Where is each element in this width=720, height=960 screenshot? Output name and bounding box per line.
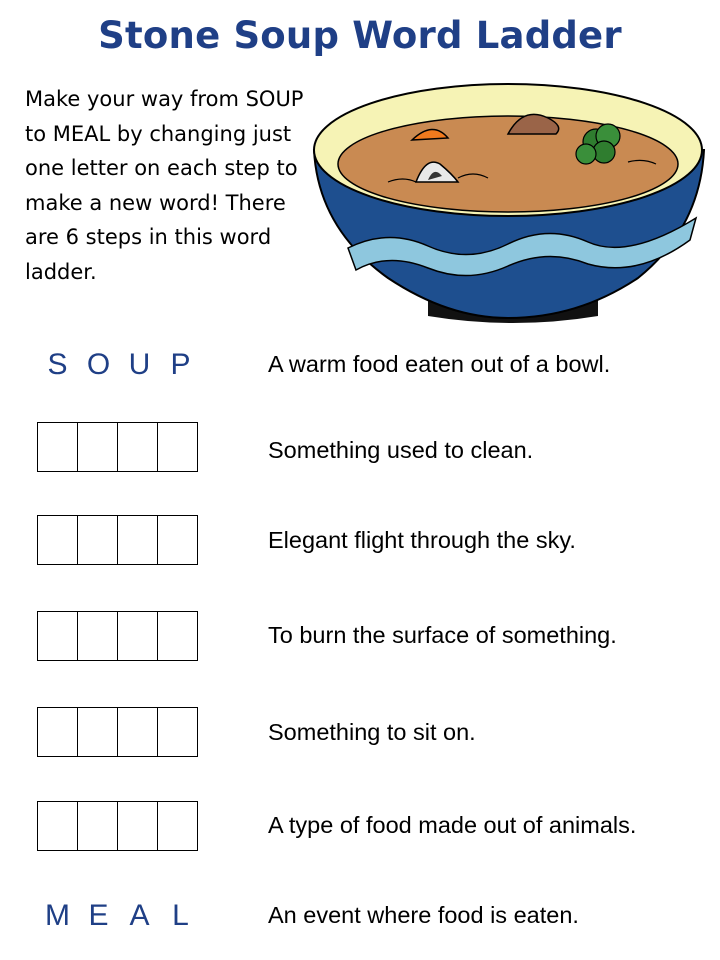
letter-box[interactable] bbox=[118, 612, 158, 660]
letter-box[interactable] bbox=[38, 708, 78, 756]
start-word bbox=[37, 348, 201, 382]
letter-box[interactable] bbox=[118, 516, 158, 564]
letter-box[interactable] bbox=[78, 423, 118, 471]
instructions-text: Make your way from SOUP to MEAL by changing just one letter on each step to make a new word! There are 6 steps in this word ladder. bbox=[25, 87, 304, 284]
letter-box[interactable] bbox=[118, 708, 158, 756]
clue-3: Elegant flight through the sky. bbox=[268, 527, 576, 553]
letter-box[interactable] bbox=[158, 612, 198, 660]
answer-boxes-2 bbox=[37, 515, 198, 565]
letter-box[interactable] bbox=[158, 708, 198, 756]
clue-2: Something used to clean. bbox=[268, 437, 534, 463]
end-letter-4: L bbox=[172, 899, 189, 932]
clue-1: A warm food eaten out of a bowl. bbox=[268, 351, 611, 377]
clue-4: To burn the surface of something. bbox=[268, 622, 617, 648]
end-letter-2: E bbox=[88, 899, 109, 932]
letter-box[interactable] bbox=[158, 802, 198, 850]
letter-box[interactable] bbox=[38, 612, 78, 660]
start-letter-4: P bbox=[170, 348, 191, 381]
letter-box[interactable] bbox=[118, 802, 158, 850]
start-letter-3: U bbox=[128, 348, 151, 381]
page-title: Stone Soup Word Ladder bbox=[98, 14, 622, 57]
answer-boxes-4 bbox=[37, 707, 198, 757]
letter-box[interactable] bbox=[38, 423, 78, 471]
end-word bbox=[37, 899, 201, 933]
letter-box[interactable] bbox=[158, 423, 198, 471]
answer-boxes-5 bbox=[37, 801, 198, 851]
end-letter-3: A bbox=[129, 899, 150, 932]
answer-boxes-1 bbox=[37, 422, 198, 472]
soup-bowl-illustration bbox=[308, 78, 708, 334]
clue-5: Something to sit on. bbox=[268, 719, 476, 745]
letter-box[interactable] bbox=[78, 708, 118, 756]
letter-box[interactable] bbox=[78, 802, 118, 850]
start-letter-2: O bbox=[86, 348, 111, 381]
start-letter-1: S bbox=[47, 348, 68, 381]
letter-box[interactable] bbox=[158, 516, 198, 564]
answer-boxes-3 bbox=[37, 611, 198, 661]
letter-box[interactable] bbox=[78, 612, 118, 660]
letter-box[interactable] bbox=[38, 516, 78, 564]
clue-6: A type of food made out of animals. bbox=[268, 812, 637, 838]
end-letter-1: M bbox=[45, 899, 70, 932]
clue-7: An event where food is eaten. bbox=[268, 902, 579, 928]
letter-box[interactable] bbox=[38, 802, 78, 850]
letter-box[interactable] bbox=[118, 423, 158, 471]
letter-box[interactable] bbox=[78, 516, 118, 564]
